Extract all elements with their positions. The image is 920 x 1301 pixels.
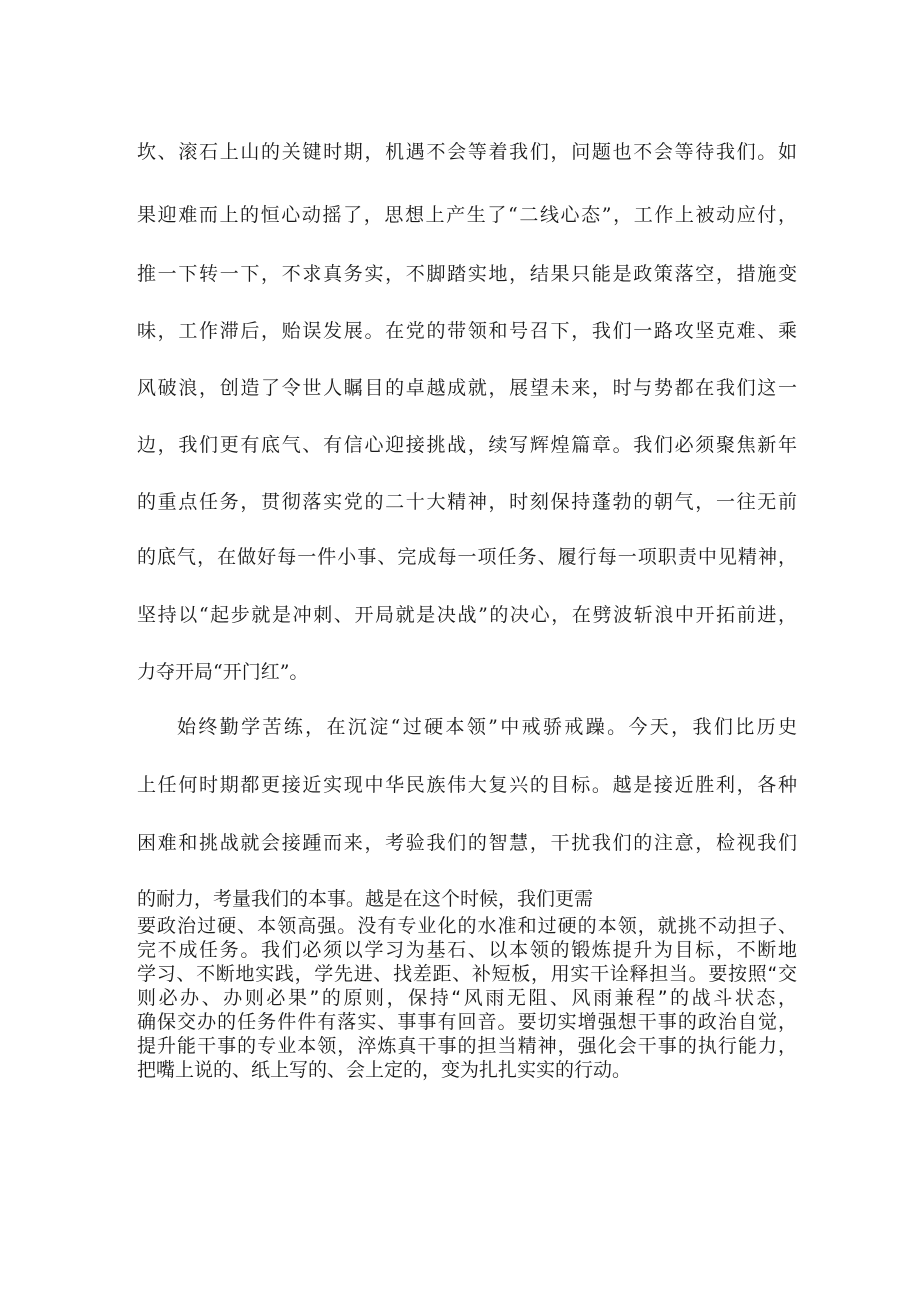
- body-text-line: 推一下转一下，不求真务实，不脚踏实地，结果只能是政策落空，措施变: [137, 263, 797, 285]
- body-text-line: 坎、滚石上山的关键时期，机遇不会等着我们，问题也不会等待我们。如: [137, 141, 797, 163]
- body-text-line: 边，我们更有底气、有信心迎接挑战，续写辉煌篇章。我们必须聚焦新年: [137, 434, 797, 456]
- body-text-line: 要政治过硬、本领高强。没有专业化的水准和过硬的本领，就挑不动担子、: [137, 915, 797, 937]
- body-text-line: 的重点任务，贯彻落实党的二十大精神，时刻保持蓬勃的朝气，一往无前: [137, 491, 797, 513]
- body-text-line: 困难和挑战就会接踵而来，考验我们的智慧，干扰我们的注意，检视我们: [137, 832, 797, 854]
- body-text-line: 学习、不断地实践，学先进、找差距、补短板，用实干诠释担当。要按照“交: [137, 963, 797, 985]
- body-text-line: 果迎难而上的恒心动摇了，思想上产生了“二线心态”，工作上被动应付，: [137, 204, 797, 226]
- body-text-line: 完不成任务。我们必须以学习为基石、以本领的锻炼提升为目标，不断地: [137, 939, 797, 961]
- body-text-line: 味，工作滞后，贻误发展。在党的带领和号召下，我们一路攻坚克难、乘: [137, 320, 797, 342]
- body-text-line: 把嘴上说的、纸上写的、会上定的，变为扎扎实实的行动。: [137, 1059, 632, 1081]
- body-text-line: 的耐力，考量我们的本事。越是在这个时候，我们更需: [137, 888, 594, 910]
- body-text-line: 坚持以“起步就是冲刺、开局就是决战”的决心，在劈波斩浪中开拓前进，: [137, 604, 797, 626]
- body-text-line: 的底气，在做好每一件小事、完成每一项任务、履行每一项职责中见精神，: [137, 546, 797, 568]
- body-text-line: 上任何时期都更接近实现中华民族伟大复兴的目标。越是接近胜利，各种: [137, 774, 797, 796]
- body-text-line: 风破浪，创造了令世人瞩目的卓越成就，展望未来，时与势都在我们这一: [137, 377, 797, 399]
- body-text-line: 力夺开局“开门红”。: [137, 661, 309, 683]
- body-text-line: 则必办、办则必果”的原则，保持“风雨无阻、风雨兼程”的战斗状态，: [137, 987, 797, 1009]
- body-text-line: 确保交办的任务件件有落实、事事有回音。要切实增强想干事的政治自觉，: [137, 1011, 797, 1033]
- paragraph-first-line: 始终勤学苦练，在沉淀“过硬本领”中戒骄戒躁。今天，我们比历史: [177, 716, 797, 738]
- body-text-line: 提升能干事的专业本领，淬炼真干事的担当精神，强化会干事的执行能力，: [137, 1035, 797, 1057]
